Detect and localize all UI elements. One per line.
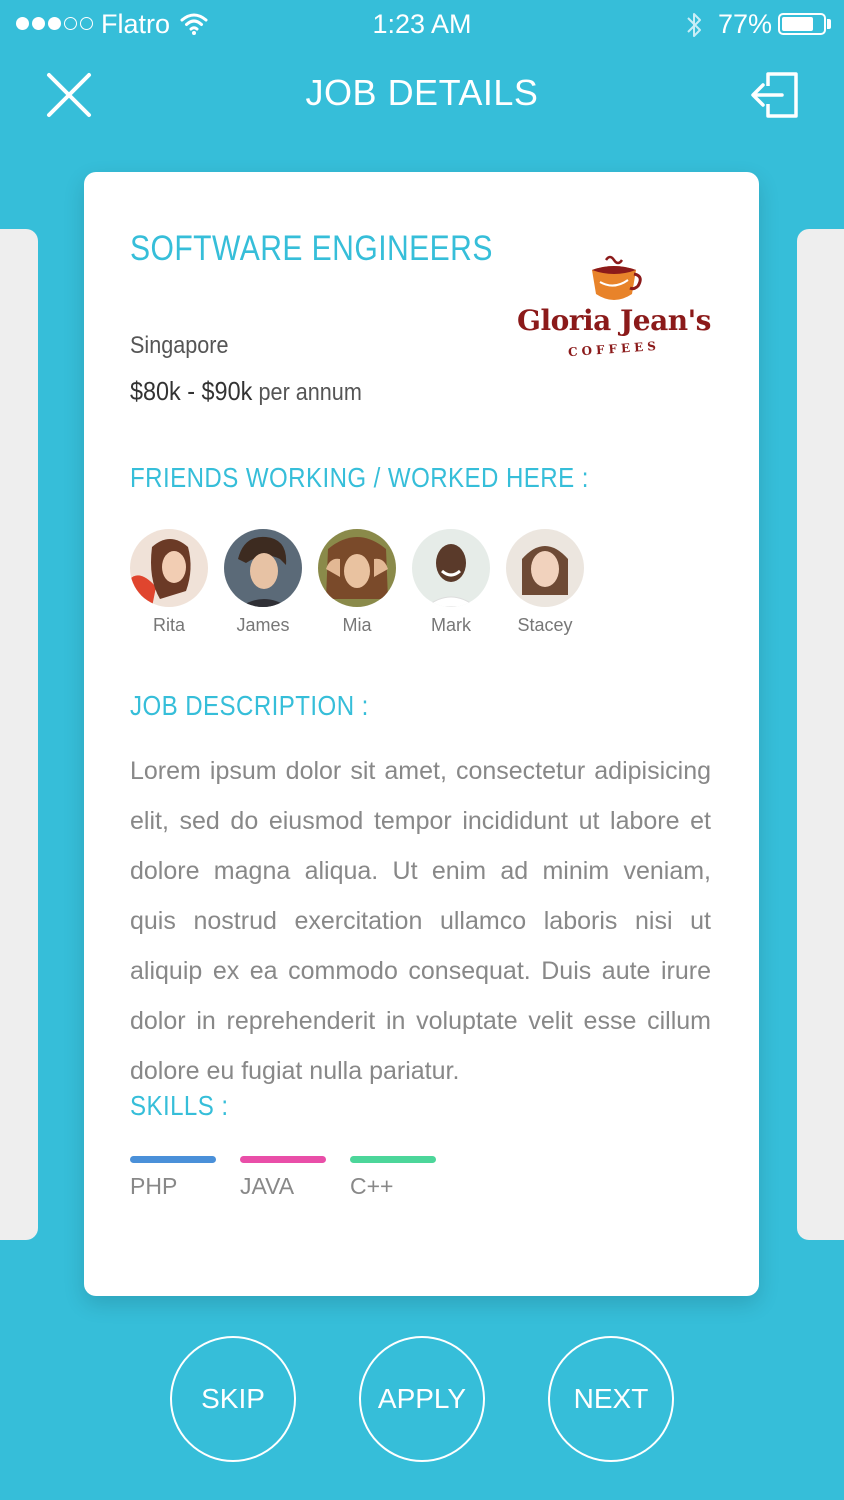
friend-name: Stacey [517, 615, 573, 635]
apply-button[interactable]: APPLY [359, 1336, 485, 1462]
avatar [224, 529, 302, 607]
skill-item [130, 1156, 216, 1200]
battery-percent: 77% [718, 9, 773, 39]
avatar [318, 529, 396, 607]
logo-tagline: COFFEES [567, 338, 661, 360]
skill-label: C++ [350, 1173, 394, 1199]
job-description: Lorem ipsum dolor sit amet, consectetur adipisicing elit, sed do eiusmod tempor incididunt ut labore et dolore magna aliqua. Ut enim ad minim veniam, quis nostrud exercitation ullamco laboris nisi ut aliquip ex ea commodo consequat. Duis aute irure dolor in reprehenderit in voluptate velit esse cillum dolore eu fugiat nulla pariatur. [130, 757, 711, 1085]
job-salary [130, 376, 362, 407]
company-logo [512, 254, 716, 374]
next-card-peek[interactable] [797, 229, 844, 1240]
friend-item[interactable] [506, 529, 584, 636]
friend-name: Mia [342, 615, 372, 635]
friend-name: Mark [431, 615, 471, 635]
salary-period: per annum [258, 379, 362, 406]
friend-name: Rita [152, 615, 185, 635]
battery-tip [827, 19, 831, 29]
skills-list [130, 1156, 460, 1200]
salary-range: $80k - $90k [130, 376, 253, 406]
skill-bar [130, 1156, 216, 1163]
battery-icon [778, 13, 826, 35]
page-title: JOB DETAILS [305, 72, 539, 113]
carrier-name: Flatro [101, 9, 171, 39]
logo-name: Gloria Jean's [517, 304, 711, 337]
skill-label: JAVA [240, 1173, 295, 1199]
next-button[interactable]: NEXT [548, 1336, 674, 1462]
skills-heading: SKILLS : [130, 1090, 229, 1121]
friend-item[interactable] [130, 529, 208, 636]
avatar [412, 529, 490, 607]
friend-item[interactable] [412, 529, 490, 636]
avatar [506, 529, 584, 607]
exit-icon [750, 70, 802, 122]
skill-label: PHP [130, 1173, 178, 1199]
friend-item[interactable] [224, 529, 302, 636]
skill-bar [350, 1156, 436, 1163]
skill-bar [240, 1156, 326, 1163]
skill-item [350, 1156, 436, 1200]
previous-card-peek[interactable] [0, 229, 38, 1240]
exit-button[interactable] [750, 70, 802, 122]
status-bar [0, 0, 844, 50]
friend-name: James [236, 615, 290, 635]
friends-list [130, 529, 600, 636]
avatar [130, 529, 208, 607]
job-card [84, 172, 759, 1296]
skill-item [240, 1156, 326, 1200]
job-location: Singapore [130, 332, 229, 359]
job-title: SOFTWARE ENGINEERS [130, 229, 493, 268]
description-heading: JOB DESCRIPTION : [130, 690, 369, 721]
bluetooth-icon [684, 10, 704, 45]
skip-button[interactable]: SKIP [170, 1336, 296, 1462]
status-time: 1:23 AM [372, 9, 472, 39]
friend-item[interactable] [318, 529, 396, 636]
coffee-cup-icon [584, 254, 644, 306]
friends-heading: FRIENDS WORKING / WORKED HERE : [130, 462, 589, 493]
